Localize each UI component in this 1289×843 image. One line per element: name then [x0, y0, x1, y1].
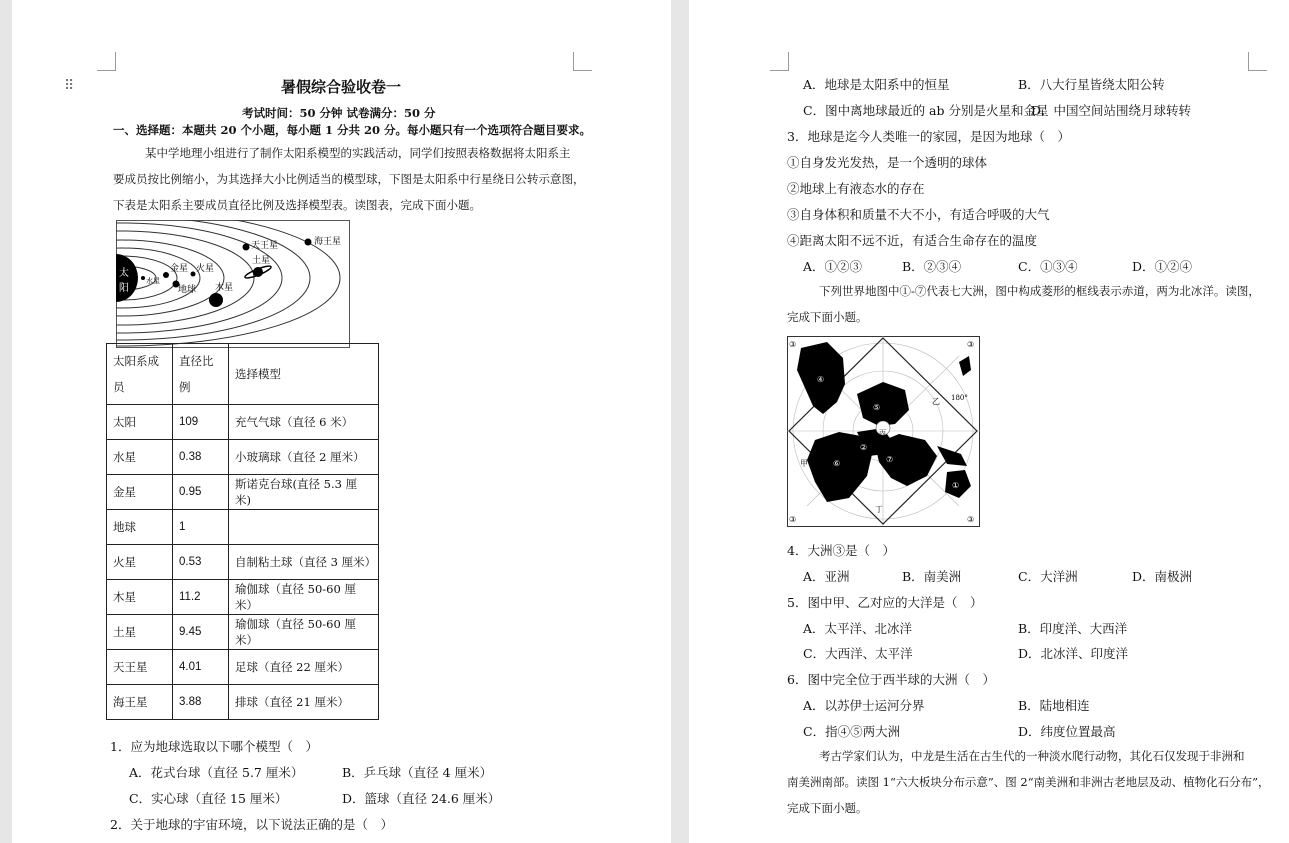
answer-option: A．亚洲: [803, 569, 850, 584]
map-label: 甲: [800, 459, 808, 468]
document-page-left: [12, 0, 671, 843]
table-cell: 109: [173, 405, 229, 440]
sun-label: 太: [119, 268, 129, 279]
exam-info: 考试时间：50 分钟 试卷满分：50 分: [242, 106, 436, 120]
table-cell: 自制粘土球（直径 3 厘米）: [229, 545, 379, 580]
drag-handle-icon[interactable]: ⠿: [64, 78, 75, 94]
statement-item: ③自身体积和质量不大不小，有适合呼吸的大气: [787, 207, 1050, 222]
table-cell: [229, 510, 379, 545]
answer-option: A．花式台球（直径 5.7 厘米）: [129, 765, 304, 780]
fossil-intro-line: 考古学家们认为，中龙是生活在古生代的一种淡水爬行动物，其化石仅发现于非洲和: [819, 749, 1245, 763]
answer-option: C．图中离地球最近的 ab 分别是火星和金星: [803, 103, 1049, 118]
intro-line: 下表是太阳系主要成员直径比例及选择模型表。读图表，完成下面小题。: [113, 198, 481, 212]
question-stem: 2．关于地球的宇宙环境，以下说法正确的是（ ）: [110, 817, 393, 832]
fossil-intro-line: 完成下面小题。: [787, 801, 868, 815]
table-cell: 海王星: [107, 685, 173, 720]
statement-item: ①自身发光发热，是一个透明的球体: [787, 155, 988, 170]
answer-option: B．陆地相连: [1018, 698, 1090, 713]
table-cell: 小玻璃球（直径 2 厘米）: [229, 440, 379, 475]
earth-label: 地球: [178, 285, 197, 295]
answer-option: D．①②④: [1132, 259, 1193, 274]
answer-option: A．以苏伊士运河分界: [803, 698, 925, 713]
uranus-label: 天王星: [251, 241, 279, 251]
solar-system-figure: [116, 220, 350, 348]
answer-option: A．太平洋、北冰洋: [803, 621, 913, 636]
solar-system-table: [106, 343, 379, 720]
table-cell: 0.38: [173, 440, 229, 475]
table-row: [107, 405, 379, 440]
table-cell: 太阳: [107, 405, 173, 440]
crop-mark: [770, 52, 789, 71]
answer-option: B．印度洋、大西洋: [1018, 621, 1128, 636]
table-row: [107, 545, 379, 580]
table-cell: 足球（直径 22 厘米）: [229, 650, 379, 685]
intro-line: 要成员按比例缩小，为其选择大小比例适当的模型球，下图是太阳系中行星绕日公转示意图，: [113, 172, 585, 186]
map-label: 丁: [875, 505, 883, 514]
intro-line: 某中学地理小组进行了制作太阳系模型的实践活动，同学们按照表格数据将太阳系主: [145, 146, 571, 160]
answer-option: D．南极洲: [1132, 569, 1193, 584]
answer-option: C．①③④: [1018, 259, 1078, 274]
map-label: 丙: [879, 429, 886, 437]
jupiter-label: 木星: [215, 283, 234, 293]
document-title: 暑假综合验收卷一: [281, 78, 402, 96]
map-label: 乙: [932, 397, 940, 406]
table-cell: 地球: [107, 510, 173, 545]
question-stem: 4．大洲③是（ ）: [787, 543, 895, 558]
mercury-dot: [141, 276, 145, 280]
map-label: ③: [789, 515, 797, 524]
map-label: ⑦: [886, 455, 894, 464]
answer-option: A．①②③: [803, 259, 863, 274]
neptune-dot: [305, 239, 312, 246]
statement-item: ②地球上有液态水的存在: [787, 181, 925, 196]
crop-mark: [1248, 52, 1267, 71]
map-intro-line: 下列世界地图中①-⑦代表七大洲，图中构成菱形的框线表示赤道，两为北冰洋。读图，: [819, 284, 1260, 298]
table-cell: 金星: [107, 475, 173, 510]
table-header: 太阳系成员: [107, 344, 173, 405]
map-label: ①: [952, 481, 960, 490]
table-row: [107, 650, 379, 685]
table-cell: 11.2: [173, 580, 229, 615]
table-cell: 水星: [107, 440, 173, 475]
table-row: [107, 615, 379, 650]
question-stem: 1．应为地球选取以下哪个模型（ ）: [110, 739, 318, 754]
saturn-label: 土星: [252, 256, 271, 266]
map-label: ⑥: [833, 459, 841, 468]
map-label: ③: [967, 515, 975, 524]
table-cell: 火星: [107, 545, 173, 580]
fossil-intro-line: 南美洲南部。读图 1“六大板块分布示意”、图 2“南美洲和非洲古老地层及动、植物化石分布”，: [787, 775, 1270, 789]
table-cell: 0.53: [173, 545, 229, 580]
map-label: ③: [967, 340, 975, 349]
table-cell: 排球（直径 21 厘米）: [229, 685, 379, 720]
mars-label: 火星: [196, 264, 215, 274]
answer-option: D．中国空间站围绕月球转转: [1031, 103, 1192, 118]
map-label: ④: [817, 375, 825, 384]
answer-option: D．篮球（直径 24.6 厘米）: [342, 791, 501, 806]
table-row: [107, 580, 379, 615]
venus-dot: [163, 272, 169, 278]
table-cell: 天王星: [107, 650, 173, 685]
table-cell: 9.45: [173, 615, 229, 650]
table-cell: 斯诺克台球(直径 5.3 厘米): [229, 475, 379, 510]
map-label: 180°: [951, 394, 968, 402]
table-row: [107, 510, 379, 545]
crop-mark: [97, 52, 116, 71]
answer-option: C．实心球（直径 15 厘米）: [129, 791, 288, 806]
map-label: 0°: [811, 468, 819, 476]
document-page-right: [689, 0, 1289, 843]
mercury-label: 水星: [146, 277, 160, 285]
table-cell: 3.88: [173, 685, 229, 720]
map-label: ③: [789, 340, 797, 349]
answer-option: C．指④⑤两大洲: [803, 724, 901, 739]
table-cell: 1: [173, 510, 229, 545]
answer-option: D．纬度位置最高: [1018, 724, 1116, 739]
answer-option: C．大西洋、太平洋: [803, 646, 913, 661]
table-cell: 土星: [107, 615, 173, 650]
venus-label: 金星: [170, 264, 189, 274]
answer-option: B．乒乓球（直径 4 厘米）: [342, 765, 493, 780]
table-cell: 4.01: [173, 650, 229, 685]
table-row: [107, 685, 379, 720]
neptune-label: 海王星: [314, 237, 342, 247]
question-stem: 6．图中完全位于西半球的大洲（ ）: [787, 672, 995, 687]
answer-option: A．地球是太阳系中的恒星: [803, 77, 950, 92]
uranus-dot: [243, 244, 250, 251]
table-cell: 充气气球（直径 6 米）: [229, 405, 379, 440]
map-label: ⑤: [873, 403, 881, 412]
answer-option: D．北冰洋、印度洋: [1018, 646, 1129, 661]
question-stem: 3．地球是迄今人类唯一的家园，是因为地球（ ）: [787, 129, 1070, 144]
answer-option: B．②③④: [902, 259, 962, 274]
world-map-figure: [787, 336, 980, 527]
table-header: 直径比例: [173, 344, 229, 405]
mars-dot: [191, 272, 196, 277]
sun-label: 阳: [119, 283, 129, 294]
table-header: 选择模型: [229, 344, 379, 405]
map-intro-line: 完成下面小题。: [787, 310, 868, 324]
table-row: [107, 475, 379, 510]
table-row: [107, 440, 379, 475]
map-label: ②: [860, 443, 868, 452]
crop-mark: [573, 52, 592, 71]
table-header-row: [107, 344, 379, 405]
question-stem: 5．图中甲、乙对应的大洋是（ ）: [787, 595, 983, 610]
answer-option: B．八大行星皆绕太阳公转: [1018, 77, 1165, 92]
table-cell: 0.95: [173, 475, 229, 510]
table-cell: 瑜伽球（直径 50-60 厘米）: [229, 580, 379, 615]
statement-item: ④距离太阳不远不近，有适合生命存在的温度: [787, 233, 1038, 248]
table-cell: 木星: [107, 580, 173, 615]
answer-option: C．大洋洲: [1018, 569, 1078, 584]
jupiter-dot: [209, 293, 223, 307]
answer-option: B．南美洲: [902, 569, 962, 584]
section-heading: 一、选择题：本题共 20 个小题，每小题 1 分共 20 分。每小题只有一个选项符合题目要求。: [113, 123, 592, 137]
table-cell: 瑜伽球（直径 50-60 厘米）: [229, 615, 379, 650]
